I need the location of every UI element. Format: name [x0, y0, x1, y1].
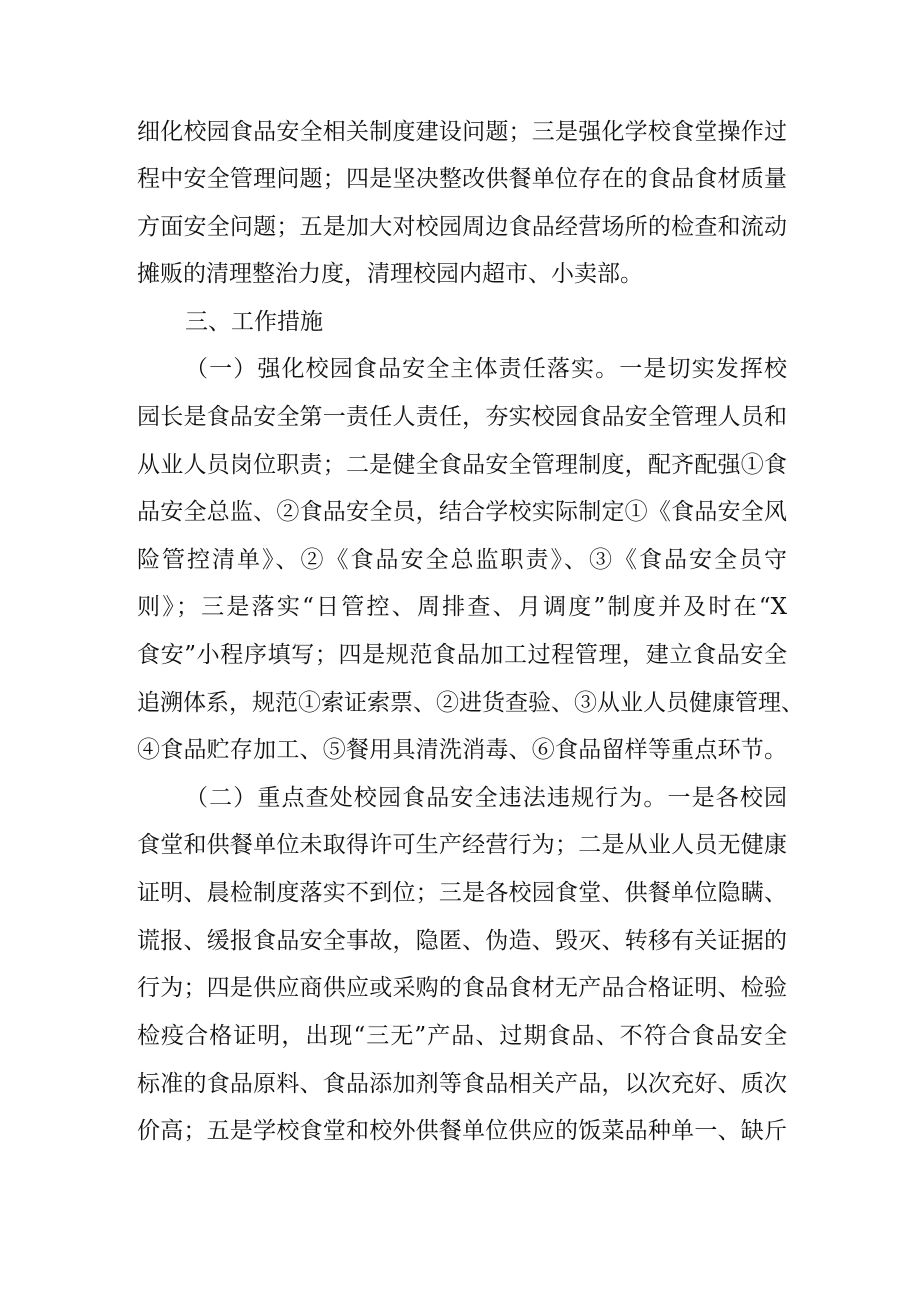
section-heading: 三、工作措施 — [185, 309, 323, 335]
paragraph-2-line-3: 从业人员岗位职责；二是健全食品安全管理制度，配齐配强①食 — [137, 452, 787, 478]
paragraph-3-line-4: 谎报、缓报食品安全事故，隐匿、伪造、毁灭、转移有关证据的 — [137, 928, 787, 954]
paragraph-3-line-1: （二）重点查处校园食品安全违法违规行为。一是各校园 — [185, 785, 787, 811]
paragraph-3-line-6: 检疫合格证明，出现“三无”产品、过期食品、不符合食品安全 — [137, 1023, 787, 1049]
paragraph-1-line-3: 方面安全问题；五是加大对校园周边食品经营场所的检查和流动 — [137, 214, 787, 240]
paragraph-2-line-4: 品安全总监、②食品安全员，结合学校实际制定①《食品安全风 — [137, 499, 787, 525]
paragraph-2-line-9: ④食品贮存加工、⑤餐用具清洗消毒、⑥食品留样等重点环节。 — [137, 737, 787, 763]
paragraph-2-line-5: 险管控清单》、②《食品安全总监职责》、③《食品安全员守 — [137, 547, 787, 573]
paragraph-1-line-2: 程中安全管理问题；四是坚决整改供餐单位存在的食品食材质量 — [137, 166, 787, 192]
paragraph-2-line-2: 园长是食品安全第一责任人责任，夯实校园食品安全管理人员和 — [137, 404, 787, 430]
paragraph-2-line-6: 则》；三是落实“日管控、周排查、月调度”制度并及时在“X — [137, 594, 787, 620]
paragraph-2-line-7: 食安”小程序填写；四是规范食品加工过程管理，建立食品安全 — [137, 642, 787, 668]
paragraph-3-line-7: 标准的食品原料、食品添加剂等食品相关产品，以次充好、质次 — [137, 1071, 787, 1097]
paragraph-3-line-8: 价高；五是学校食堂和校外供餐单位供应的饭菜品种单一、缺斤 — [137, 1118, 787, 1144]
paragraph-3-line-2: 食堂和供餐单位未取得许可生产经营行为；二是从业人员无健康 — [137, 832, 787, 858]
paragraph-1-line-4: 摊贩的清理整治力度，清理校园内超市、小卖部。 — [137, 261, 643, 287]
paragraph-1-line-1: 细化校园食品安全相关制度建设问题；三是强化学校食堂操作过 — [137, 119, 787, 145]
paragraph-2-line-1: （一）强化校园食品安全主体责任落实。一是切实发挥校 — [185, 356, 787, 382]
paragraph-3-line-5: 行为；四是供应商供应或采购的食品食材无产品合格证明、检验 — [137, 975, 787, 1001]
paragraph-2-line-8: 追溯体系，规范①索证索票、②进货查验、③从业人员健康管理、 — [137, 690, 804, 716]
paragraph-3-line-3: 证明、晨检制度落实不到位；三是各校园食堂、供餐单位隐瞒、 — [137, 880, 787, 906]
